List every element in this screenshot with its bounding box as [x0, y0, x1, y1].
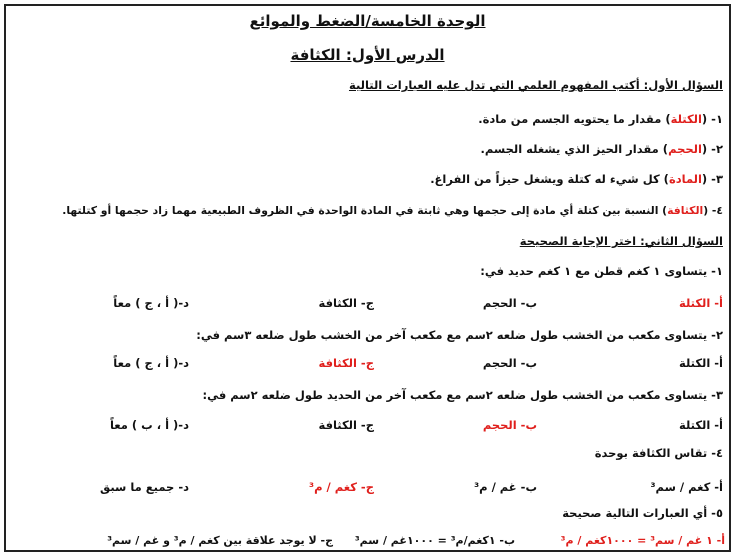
mcq-question: ٢- يتساوى مكعب من الخشب طول ضلعه ٢سم مع مكعب آخر من الخشب طول ضلعه ٣سم في:	[196, 328, 723, 342]
mcq-question: ٣- يتساوى مكعب من الخشب طول ضلعه ٢سم مع مكعب آخر من الحديد طول ضلعه ٢سم في:	[202, 388, 723, 402]
option-d: د- جميع ما سبق	[99, 480, 189, 494]
option-c: ج- الكثافة	[318, 418, 374, 432]
mcq-question: ١- يتساوى ١ كغم قطن مع ١ كغم حديد في:	[480, 264, 723, 278]
option-a: أ- الكتلة	[678, 296, 723, 310]
option-d: د-( أ ، ج ) معاً	[113, 356, 189, 370]
option-a: أ- كغم / سم³	[650, 480, 723, 494]
q1-item: ١- (الكتلة) مقدار ما يحتويه الجسم من مادة.	[478, 112, 723, 126]
option-b: ب- الحجم	[482, 356, 537, 370]
mcq-question: ٥- أي العبارات التالية صحيحة	[562, 506, 723, 520]
option-c: ج- الكثافة	[318, 296, 374, 310]
unit-title: الوحدة الخامسة/الضغط والموائع	[249, 12, 486, 30]
option-d: د-( أ ، ب ) معاً	[109, 418, 189, 432]
answer-term: المادة	[668, 172, 702, 186]
option-b: ب- ١كغم/م³ = ١٠٠٠غم / سم³	[354, 534, 515, 547]
lesson-title: الدرس الأول: الكثافة	[290, 46, 445, 64]
mcq-question: ٤- تقاس الكثافة بوحدة	[594, 446, 723, 460]
option-c: ج- لا يوجد علاقة بين كغم / م³ و غم / سم³	[107, 534, 333, 547]
q1-item: ٣- (المادة) كل شيء له كتلة ويشغل حيزاً من الفراغ.	[430, 172, 723, 186]
q1-item: ٢- (الحجم) مقدار الحيز الذي يشغله الجسم.	[480, 142, 723, 156]
q2-heading: السؤال الثاني: اختر الإجابة الصحيحة	[519, 234, 723, 248]
option-b: ب- الحجم	[482, 418, 537, 432]
q1-item: ٤- (الكثافة) النسبة بين كتلة أي مادة إلى حجمها وهي ثابتة في المادة الواحدة في الظروف الطبيعية مهما زاد حجمها أو كتلتها.	[62, 204, 723, 217]
option-a: أ- الكتلة	[678, 418, 723, 432]
option-c: ج- كغم / م³	[309, 480, 374, 494]
answer-term: الكثافة	[667, 204, 704, 217]
q1-heading: السؤال الأول: أكتب المفهوم العلمي التي تدل عليه العبارات التالية	[348, 78, 723, 92]
option-c: ج- الكثافة	[318, 356, 374, 370]
option-d: د-( أ ، ج ) معاً	[113, 296, 189, 310]
option-b: ب- غم / م³	[474, 480, 537, 494]
answer-term: الكتلة	[670, 112, 702, 126]
worksheet-page	[4, 4, 731, 552]
answer-term: الحجم	[668, 142, 702, 156]
option-a: أ- ١ غم / سم³ = ١٠٠٠كغم / م³	[560, 534, 725, 547]
option-b: ب- الحجم	[482, 296, 537, 310]
option-a: أ- الكتلة	[678, 356, 723, 370]
